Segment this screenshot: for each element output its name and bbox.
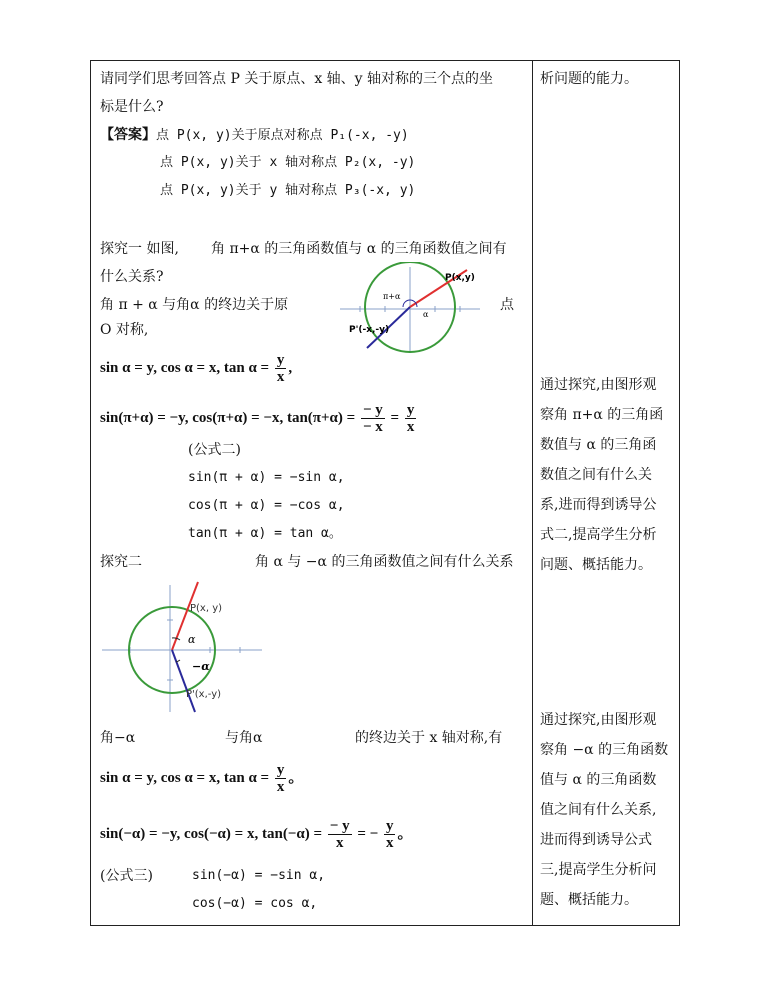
right-note-1: 通过探究,由图形观察角 π+α 的三角函数值与 α 的三角函数值之间有什么关系,进而得到诱导公式二,提高学生分析问题、概括能力。 [540, 377, 664, 573]
eq1-prefix: sin α = y, cos α = x, tan α = [100, 359, 270, 376]
column-divider [532, 60, 533, 926]
formula2-cos: cos(π + α) = −cos α, [188, 498, 345, 513]
eq2-num-1: − y [362, 402, 383, 418]
answer-label: 【答案】 [100, 127, 156, 143]
equation-3 [100, 762, 303, 795]
formula3-cos: cos(−α) = cos α, [192, 896, 318, 911]
eq4-num-1: − y [329, 818, 350, 834]
eq1-num: y [276, 352, 285, 368]
eq1-den: x [276, 369, 285, 385]
diagram1-alpha-label: α [423, 310, 429, 319]
eq2-den-2: x [406, 419, 415, 435]
eq4-fraction-1 [328, 818, 352, 851]
eq4-prefix: sin(−α) = −y, cos(−α) = x, tan(−α) = [100, 825, 323, 842]
diagram-2 [100, 580, 270, 715]
explore1-text-1-end: 点 [500, 297, 514, 313]
eq1-suffix: , [288, 359, 293, 376]
eq3-fraction [275, 762, 287, 795]
diagram1-p-label: P(x,y) [445, 273, 475, 283]
diagram2-pprime-label: P'(x,-y) [186, 689, 222, 700]
explore1-title: 探究一 如图, [100, 241, 179, 257]
formula3-label: (公式三) [100, 868, 153, 884]
equation-2 [100, 402, 418, 435]
diagram2-alpha-label: α [188, 633, 196, 646]
explore1-text-2: O 对称, [100, 322, 149, 338]
diagram-1 [335, 262, 485, 354]
eq4-num-2: y [385, 818, 394, 834]
question-line-2: 标是什么? [100, 99, 164, 115]
eq4-den-1: x [335, 835, 344, 851]
explore1-question: 角 π+α 的三角函数值与 α 的三角函数值之间有 [211, 241, 507, 257]
diagram1-pprime-label: P'(-x,-y) [349, 325, 390, 335]
equation-4 [100, 818, 412, 851]
explore1-question-2: 什么关系? [100, 269, 164, 285]
diagram2-neg-alpha-label: −α [192, 660, 210, 673]
explore2-title: 探究二 [100, 554, 142, 570]
eq3-prefix: sin α = y, cos α = x, tan α = [100, 769, 270, 786]
explore2-question: 角 α 与 −α 的三角函数值之间有什么关系 [255, 554, 514, 570]
answer-3: 点 P(x, y)关于 y 轴对称点 P₃(-x, y) [160, 183, 416, 198]
right-note-2: 通过探究,由图形观察角 −α 的三角函数值与 α 的三角函数值之间有什么关系,进而得到诱导公式三,提高学生分析问题、概括能力。 [540, 712, 669, 908]
right-top-text: 析问题的能力。 [540, 71, 638, 87]
diagram2-p-label: P(x, y) [190, 603, 223, 614]
eq4-suffix: 。 [397, 825, 413, 842]
eq2-fraction-1 [361, 402, 385, 435]
eq4-den-2: x [385, 835, 394, 851]
formula3-sin: sin(−α) = −sin α, [192, 868, 326, 883]
eq2-eq: = [390, 409, 400, 426]
question-line-1: 请同学们思考回答点 P 关于原点、x 轴、y 轴对称的三个点的坐 [100, 71, 494, 87]
answer-2: 点 P(x, y)关于 x 轴对称点 P₂(x, -y) [160, 155, 416, 170]
explore2-text-c: 的终边关于 x 轴对称,有 [355, 730, 503, 746]
eq3-num: y [276, 762, 285, 778]
eq2-den-1: − x [362, 419, 383, 435]
equation-1 [100, 352, 292, 385]
eq1-fraction [275, 352, 287, 385]
explore2-text-a: 角−α [100, 730, 136, 746]
formula2-sin: sin(π + α) = −sin α, [188, 470, 345, 485]
eq2-num-2: y [406, 402, 415, 418]
answer-row-1 [100, 125, 409, 146]
eq2-prefix: sin(π+α) = −y, cos(π+α) = −x, tan(π+α) = [100, 409, 356, 426]
explore2-text-b: 与角α [225, 730, 263, 746]
eq3-suffix: 。 [288, 769, 304, 786]
formula2-label: (公式二) [188, 442, 241, 458]
diagram1-angle-label: π+α [383, 292, 401, 301]
formula2-tan: tan(π + α) = tan α。 [188, 526, 342, 541]
eq2-fraction-2 [405, 402, 417, 435]
answer-1: 点 P(x, y)关于原点对称点 P₁(-x, -y) [156, 128, 409, 143]
eq4-eq: = − [357, 825, 379, 842]
explore1-text-1: 角 π + α 与角α 的终边关于原 [100, 297, 289, 313]
eq3-den: x [276, 779, 285, 795]
eq4-fraction-2 [384, 818, 396, 851]
